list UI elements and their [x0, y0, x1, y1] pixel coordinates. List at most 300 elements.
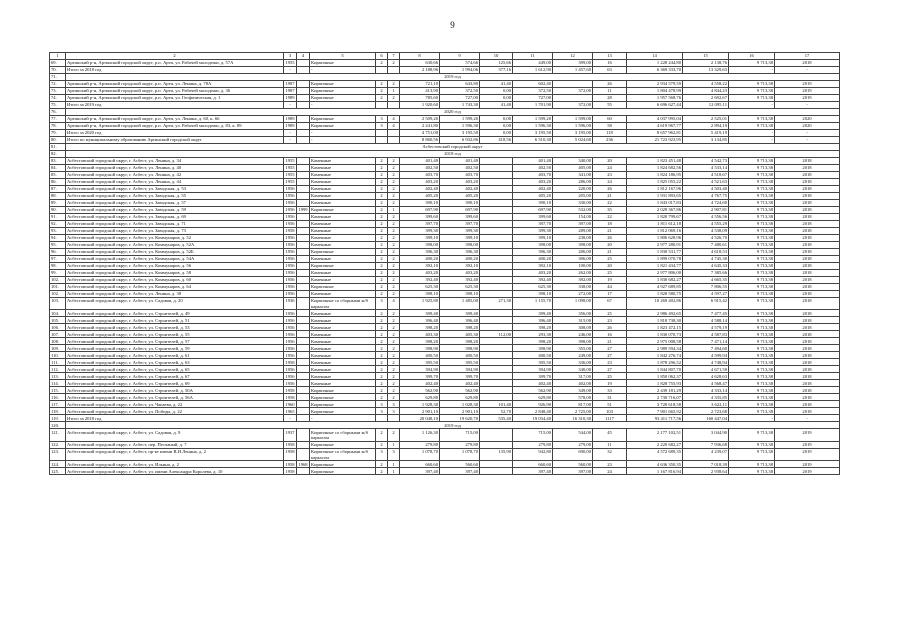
- max-unit-cost-cell: 9 713,38: [729, 270, 775, 277]
- entrances-cell: 2: [388, 359, 400, 366]
- owned-area-cell: 2 725,00: [553, 408, 593, 415]
- year-overhaul-cell: [297, 284, 310, 291]
- total-area-cell: 399,40: [400, 310, 440, 317]
- residents-cell: 118: [593, 130, 627, 137]
- year-overhaul-cell: [297, 366, 310, 373]
- max-unit-cost-cell: 9 713,38: [729, 291, 775, 298]
- planned-year-cell: 2019: [775, 95, 840, 102]
- owned-area-cell: 154,00: [553, 214, 593, 221]
- owned-area-cell: [553, 81, 593, 88]
- wall-material-cell: Каменные: [310, 200, 376, 207]
- address-cell: Асбестовский городской округ, г. Асбест, ул. Строителей, д. 61: [66, 352, 284, 359]
- year-built-cell: -: [284, 130, 297, 137]
- nonresidential-area-cell: [480, 186, 513, 193]
- residents-cell: 27: [593, 366, 627, 373]
- max-unit-cost-cell: -: [729, 415, 775, 422]
- year-overhaul-cell: [297, 277, 310, 284]
- planned-year-cell: 2018: [775, 270, 840, 277]
- residential-area-cell: 400,20: [513, 256, 553, 263]
- wall-material-cell: Каменные: [310, 317, 376, 324]
- wall-material-cell: Кирпичные: [310, 468, 376, 475]
- residents-cell: 24: [593, 165, 627, 172]
- row-number-cell: 91.: [50, 214, 66, 221]
- entrances-cell: 2: [388, 352, 400, 359]
- nonresidential-area-cell: [480, 284, 513, 291]
- repair-cost-cell: 1 824 186,95: [627, 172, 683, 179]
- wall-material-cell: Кирпичные: [310, 60, 376, 67]
- repair-cost-cell: 6 696 627,44: [627, 102, 683, 109]
- repair-cost-cell: 1 806 628,96: [627, 235, 683, 242]
- table-row: [50, 67, 840, 74]
- planned-year-cell: 2019: [775, 81, 840, 88]
- planned-year-cell: 2018: [775, 317, 840, 324]
- premises-area-cell: 398,20: [440, 324, 480, 331]
- year-built-cell: 1958: [285, 442, 295, 448]
- unit-cost-cell: 5 419,19: [683, 130, 729, 137]
- planned-year-cell: 2018: [775, 165, 840, 172]
- total-area-cell: 398,20: [400, 324, 440, 331]
- planned-year-cell: -: [775, 67, 840, 74]
- wall-material-cell: Кирпичные: [310, 249, 376, 256]
- residents-cell: 1117: [593, 415, 627, 422]
- unit-cost-cell: 2 138,76: [683, 60, 729, 67]
- total-area-cell: 20 048,10: [400, 415, 440, 422]
- total-area-cell: 785,60: [400, 95, 440, 102]
- row-number-cell: 120.: [50, 422, 66, 429]
- entrances-cell: [388, 137, 400, 144]
- wall-material-cell: Каменные: [310, 165, 376, 172]
- residents-cell: 19: [593, 380, 627, 387]
- planned-year-cell: 2020: [775, 123, 840, 130]
- table-row: [50, 394, 840, 401]
- total-area-cell: 625,30: [400, 284, 440, 291]
- premises-area-cell: 403,20: [440, 270, 480, 277]
- year-overhaul-cell: [297, 352, 310, 359]
- unit-cost-cell: 6 915,42: [683, 298, 729, 310]
- premises-area-cell: 574,66: [440, 60, 480, 67]
- table-row: [50, 158, 840, 165]
- planned-year-cell: 2019: [775, 441, 840, 448]
- year-built-cell: 1956: [285, 270, 295, 276]
- table-row: [50, 88, 840, 95]
- premises-area-cell: 19 620,70: [440, 415, 480, 422]
- residential-area-cell: 403,70: [513, 172, 553, 179]
- total-area-cell: 1 078,70: [400, 448, 440, 460]
- year-overhaul-cell: [297, 408, 310, 415]
- owned-area-cell: 544,00: [553, 429, 593, 441]
- year-built-cell: 1956: [285, 256, 295, 262]
- row-number-cell: 90.: [50, 207, 66, 214]
- premises-area-cell: 1 078,70: [440, 448, 480, 460]
- header-row: [50, 53, 840, 60]
- unit-cost-cell: 7 385,66: [683, 270, 729, 277]
- max-unit-cost-cell: 9 713,38: [729, 359, 775, 366]
- table-row: [50, 461, 840, 468]
- planned-year-cell: 2018: [775, 324, 840, 331]
- max-unit-cost-cell: 9 713,38: [729, 235, 775, 242]
- nonresidential-area-cell: [480, 345, 513, 352]
- nonresidential-area-cell: 112,00: [480, 331, 513, 338]
- year-built-cell: 1958: [285, 359, 295, 365]
- entrances-cell: 2: [388, 165, 400, 172]
- residential-area-cell: 1 599,20: [513, 116, 553, 123]
- address-cell: Артинский р-н, Артинский городской округ, р.п. Арти, ул. Геофизическая, д. 1: [66, 95, 284, 102]
- address-cell: Асбестовский городской округ, г. Асбест, ул. Ленина, д. 40: [66, 165, 284, 172]
- wall-material-cell: Кирпичные: [310, 116, 376, 123]
- table-row: [50, 179, 840, 186]
- premises-area-cell: 560,60: [440, 461, 480, 468]
- planned-year-cell: 2018: [775, 338, 840, 345]
- wall-material-cell: Кирпичные: [310, 284, 376, 291]
- floors-cell: 2: [376, 270, 388, 277]
- owned-area-cell: 340,00: [553, 366, 593, 373]
- planned-year-cell: 2018: [775, 158, 840, 165]
- year-overhaul-cell: [297, 380, 310, 387]
- residential-area-cell: 403,20: [513, 270, 553, 277]
- repair-cost-cell: 4 927 689,85: [627, 284, 683, 291]
- nonresidential-area-cell: 101,40: [480, 401, 513, 408]
- total-area-cell: 397,40: [400, 468, 440, 475]
- residential-area-cell: 400,50: [513, 352, 553, 359]
- address-cell: Асбестовский городской округ, г. Асбест, ул. Ленина, д. 34: [66, 158, 284, 165]
- unit-cost-cell: 7 477,45: [683, 310, 729, 317]
- entrances-cell: 2: [388, 214, 400, 221]
- max-unit-cost-cell: -: [729, 67, 775, 74]
- unit-cost-cell: 4 597,27: [683, 291, 729, 298]
- address-cell: Итого за 2020 год: [66, 130, 284, 137]
- entrances-cell: 2: [388, 324, 400, 331]
- residential-area-cell: 602,40: [513, 81, 553, 88]
- repair-cost-cell: 1 825 055,22: [627, 179, 683, 186]
- owned-area-cell: 690,00: [553, 448, 593, 460]
- row-number-cell: 83.: [50, 158, 66, 165]
- table-row: [50, 310, 840, 317]
- max-unit-cost-cell: 9 713,38: [729, 345, 775, 352]
- year-built-cell: 1958: [285, 461, 295, 467]
- residents-cell: 22: [593, 200, 627, 207]
- row-number-cell: 99.: [50, 270, 66, 277]
- row-number-cell: 116.: [50, 394, 66, 401]
- year-overhaul-cell: [297, 116, 310, 123]
- total-area-cell: 401,40: [400, 158, 440, 165]
- table-row: [50, 441, 840, 448]
- residential-area-cell: 715,00: [513, 429, 553, 441]
- residents-cell: 23: [593, 359, 627, 366]
- residential-area-cell: 398,90: [513, 345, 553, 352]
- floors-cell: 2: [376, 461, 388, 468]
- entrances-cell: 3: [388, 401, 400, 408]
- floors-cell: 3: [376, 298, 388, 310]
- total-area-cell: 403,70: [400, 172, 440, 179]
- entrances-cell: [388, 415, 400, 422]
- total-area-cell: 562,90: [400, 387, 440, 394]
- entrances-cell: 2: [388, 429, 400, 441]
- premises-area-cell: 398,90: [440, 345, 480, 352]
- premises-area-cell: 629,80: [440, 394, 480, 401]
- year-overhaul-cell: [297, 242, 310, 249]
- year-overhaul-cell: [297, 373, 310, 380]
- premises-area-cell: 400,50: [440, 352, 480, 359]
- residential-area-cell: 392,40: [513, 277, 553, 284]
- year-built-cell: 1958: [285, 394, 295, 400]
- premises-area-cell: 396,40: [440, 317, 480, 324]
- premises-area-cell: 1 994,06: [440, 67, 480, 74]
- max-unit-cost-cell: 9 713,38: [729, 429, 775, 441]
- floors-cell: 2: [376, 228, 388, 235]
- row-number-cell: 110.: [50, 352, 66, 359]
- table-row: [50, 228, 840, 235]
- repair-cost-cell: 1 167 816,94: [627, 468, 683, 475]
- residential-area-cell: 372,50: [513, 88, 553, 95]
- max-unit-cost-cell: 9 713,38: [729, 380, 775, 387]
- max-unit-cost-cell: 9 713,38: [729, 81, 775, 88]
- entrances-cell: 4: [388, 298, 400, 310]
- nonresidential-area-cell: [480, 373, 513, 380]
- address-cell: Асбестовский городской округ, г. Асбест, ул. Ильина, д. 2: [66, 461, 284, 468]
- max-unit-cost-cell: 9 713,38: [729, 277, 775, 284]
- row-number-cell: 105.: [50, 317, 66, 324]
- wall-material-cell: -: [310, 137, 376, 144]
- wall-material-cell: Каменные: [310, 366, 376, 373]
- owned-area-cell: 578,00: [553, 394, 593, 401]
- year-overhaul-cell: [297, 256, 310, 263]
- residential-area-cell: 1 155,70: [513, 298, 553, 310]
- section-row: [50, 109, 840, 116]
- address-cell: Итого за 2018 год: [66, 67, 284, 74]
- premises-area-cell: 402,50: [440, 165, 480, 172]
- year-built-cell: -: [284, 415, 297, 422]
- row-number-cell: 109.: [50, 345, 66, 352]
- row-number-cell: 88.: [50, 193, 66, 200]
- unit-cost-cell: 4 767,75: [683, 193, 729, 200]
- floors-cell: 2: [376, 214, 388, 221]
- row-number-cell: 76.: [50, 109, 66, 116]
- planned-year-cell: 2018: [775, 193, 840, 200]
- nonresidential-area-cell: [480, 165, 513, 172]
- wall-material-cell: Кирпичные: [310, 387, 376, 394]
- wall-material-cell: Каменные: [310, 338, 376, 345]
- residents-cell: 24: [593, 179, 627, 186]
- address-cell: Асбестовский городской округ, г. Асбест, ул. Заводская, д. 73: [66, 228, 284, 235]
- nonresidential-area-cell: [480, 158, 513, 165]
- planned-year-cell: 2018: [775, 277, 840, 284]
- year-overhaul-cell: [297, 338, 310, 345]
- unit-cost-cell: 7 480,61: [683, 242, 729, 249]
- table-row: [50, 81, 840, 88]
- address-cell: Артинский р-н, Артинский городской округ, р.п. Арти, ул. Ленина, д. 60, к. 66: [66, 116, 284, 123]
- unit-cost-cell: 3 044,90: [683, 429, 729, 441]
- unit-cost-cell: 4 599,94: [683, 352, 729, 359]
- unit-cost-cell: 4 588,14: [683, 317, 729, 324]
- planned-year-cell: 2018: [775, 394, 840, 401]
- row-number-cell: 87.: [50, 186, 66, 193]
- residential-area-cell: 399,40: [513, 310, 553, 317]
- address-cell: Асбестовский городской округ, г. Асбест, ул. Строителей, д. 65: [66, 366, 284, 373]
- owned-area-cell: 1 599,00: [553, 116, 593, 123]
- max-unit-cost-cell: 9 713,38: [729, 214, 775, 221]
- year-overhaul-cell: [297, 359, 310, 366]
- nonresidential-area-cell: [480, 380, 513, 387]
- year-overhaul-cell: [297, 130, 310, 137]
- owned-area-cell: 100,00: [553, 263, 593, 270]
- row-number-cell: 124.: [50, 461, 66, 468]
- repair-cost-cell: 1 824 682,56: [627, 165, 683, 172]
- year-built-cell: 1956: [285, 186, 295, 192]
- nonresidential-area-cell: [480, 207, 513, 214]
- column-number-cell: 3: [284, 53, 297, 60]
- entrances-cell: 2: [388, 172, 400, 179]
- address-cell: Асбестовский городской округ, г. Асбест, ул. Заводская, д. 57: [66, 200, 284, 207]
- year-built-cell: 1956: [285, 373, 295, 379]
- owned-area-cell: 355,00: [553, 345, 593, 352]
- total-area-cell: 660,60: [400, 461, 440, 468]
- entrances-cell: 2: [388, 256, 400, 263]
- residents-cell: 60: [593, 116, 627, 123]
- wall-material-cell: Кирпичные: [310, 123, 376, 130]
- floors-cell: 2: [376, 394, 388, 401]
- address-cell: Асбестовский городской округ, г. Асбест, ул. Строителей, д. 51: [66, 317, 284, 324]
- row-number-cell: 104.: [50, 310, 66, 317]
- table-row: [50, 277, 840, 284]
- table-row: [50, 123, 840, 130]
- nonresidential-area-cell: 41,40: [480, 102, 513, 109]
- repair-cost-cell: 1 844 807,70: [627, 366, 683, 373]
- wall-material-cell: Каменные: [310, 221, 376, 228]
- wall-material-cell: Каменные: [310, 242, 376, 249]
- row-number-cell: 80.: [50, 137, 66, 144]
- max-unit-cost-cell: 9 713,38: [729, 448, 775, 460]
- total-area-cell: 721,10: [400, 81, 440, 88]
- planned-year-cell: -: [775, 415, 840, 422]
- row-number-cell: 115.: [50, 387, 66, 394]
- nonresidential-area-cell: [480, 172, 513, 179]
- total-area-cell: 413,90: [400, 88, 440, 95]
- owned-area-cell: 289,00: [553, 228, 593, 235]
- column-number-cell: 7: [388, 53, 400, 60]
- premises-area-cell: 397,70: [440, 221, 480, 228]
- address-cell: Асбестовский городской округ, г. Асбест, пр-кт имени В.И.Ленина, д. 2: [66, 448, 284, 460]
- total-area-cell: 398,10: [400, 291, 440, 298]
- unit-cost-cell: 7 494,60: [683, 345, 729, 352]
- max-unit-cost-cell: 9 713,38: [729, 179, 775, 186]
- nonresidential-area-cell: [480, 193, 513, 200]
- year-built-cell: 1956: [285, 310, 295, 316]
- owned-area-cell: 286,00: [553, 179, 593, 186]
- table-row: [50, 352, 840, 359]
- entrances-cell: 2: [388, 95, 400, 102]
- repair-cost-cell: 2 975 008,58: [627, 338, 683, 345]
- residents-cell: 27: [593, 345, 627, 352]
- table-row: [50, 193, 840, 200]
- entrances-cell: 2: [388, 81, 400, 88]
- unit-cost-cell: 2 525,01: [683, 116, 729, 123]
- year-overhaul-cell: [297, 317, 310, 324]
- nonresidential-area-cell: [480, 317, 513, 324]
- row-number-cell: 96.: [50, 249, 66, 256]
- row-number-cell: 97.: [50, 256, 66, 263]
- max-unit-cost-cell: 9 713,38: [729, 228, 775, 235]
- repair-cost-cell: 2 220 682,27: [627, 441, 683, 448]
- floors-cell: [376, 130, 388, 137]
- max-unit-cost-cell: 9 713,38: [729, 352, 775, 359]
- premises-area-cell: 399,70: [440, 373, 480, 380]
- max-unit-cost-cell: 9 713,38: [729, 338, 775, 345]
- residential-area-cell: 660,60: [513, 461, 553, 468]
- residential-area-cell: 2 848,40: [513, 408, 553, 415]
- year-built-cell: 1956: [285, 345, 295, 351]
- premises-area-cell: 395,50: [440, 359, 480, 366]
- wall-material-cell: Каменные: [310, 310, 376, 317]
- table-row: [50, 448, 840, 460]
- total-area-cell: 279,80: [400, 441, 440, 448]
- unit-cost-cell: 4 745,30: [683, 256, 729, 263]
- residential-area-cell: 293,30: [513, 331, 553, 338]
- entrances-cell: 2: [388, 345, 400, 352]
- entrances-cell: 2: [388, 263, 400, 270]
- residential-area-cell: 629,80: [513, 394, 553, 401]
- table-row: [50, 102, 840, 109]
- repair-cost-cell: 1 828 755,93: [627, 380, 683, 387]
- planned-year-cell: 2018: [775, 401, 840, 408]
- nonresidential-area-cell: [480, 277, 513, 284]
- planned-year-cell: 2018: [775, 366, 840, 373]
- wall-material-cell: -: [310, 415, 376, 422]
- nonresidential-area-cell: 0,00: [480, 130, 513, 137]
- residential-area-cell: 279,80: [513, 441, 553, 448]
- premises-area-cell: 727,00: [440, 95, 480, 102]
- floors-cell: 2: [376, 317, 388, 324]
- max-unit-cost-cell: 9 713,38: [729, 468, 775, 475]
- residents-cell: 19: [593, 277, 627, 284]
- max-unit-cost-cell: 9 713,38: [729, 284, 775, 291]
- address-cell: Асбестовский городской округ, г. Асбест, ул. Ленина, д. 38: [66, 291, 284, 298]
- column-number-cell: 12: [553, 53, 593, 60]
- table-row: [50, 242, 840, 249]
- owned-area-cell: 246,00: [553, 331, 593, 338]
- nonresidential-area-cell: [480, 338, 513, 345]
- residents-cell: 58: [593, 123, 627, 130]
- entrances-cell: 1: [388, 468, 400, 475]
- max-unit-cost-cell: -: [729, 102, 775, 109]
- wall-material-cell: -: [310, 102, 376, 109]
- max-unit-cost-cell: 9 713,38: [729, 123, 775, 130]
- unit-cost-cell: 4 724,60: [683, 200, 729, 207]
- unit-cost-cell: 4 568,47: [683, 380, 729, 387]
- total-area-cell: 2 241,80: [400, 123, 440, 130]
- address-cell: Асбестовский городской округ, г. Асбест, ул. Победы, д. 22: [66, 408, 284, 415]
- premises-area-cell: 405,30: [440, 331, 480, 338]
- address-cell: Асбестовский городской округ, г. Асбест, ул. Коммунаров, д. 52А: [66, 242, 284, 249]
- floors-cell: 2: [376, 441, 388, 448]
- residents-cell: 25: [593, 270, 627, 277]
- residential-area-cell: 19 034,40: [513, 415, 553, 422]
- total-area-cell: 630,66: [400, 60, 440, 67]
- residents-cell: 35: [593, 207, 627, 214]
- address-cell: Асбестовский городской округ, г. Асбест, ул. Строителей, д. 55: [66, 331, 284, 338]
- residential-area-cell: 405,20: [513, 193, 553, 200]
- floors-cell: 2: [376, 81, 388, 88]
- year-overhaul-cell: [297, 193, 310, 200]
- row-number-cell: 73.: [50, 88, 66, 95]
- max-unit-cost-cell: 9 713,38: [729, 242, 775, 249]
- residents-cell: 26: [593, 186, 627, 193]
- repair-cost-cell: 1 228 244,80: [627, 60, 683, 67]
- address-cell: Итого за 2018 год: [66, 415, 284, 422]
- row-number-cell: 121.: [50, 429, 66, 441]
- row-number-cell: 72.: [50, 81, 66, 88]
- total-area-cell: 399,60: [400, 214, 440, 221]
- floors-cell: [376, 415, 388, 422]
